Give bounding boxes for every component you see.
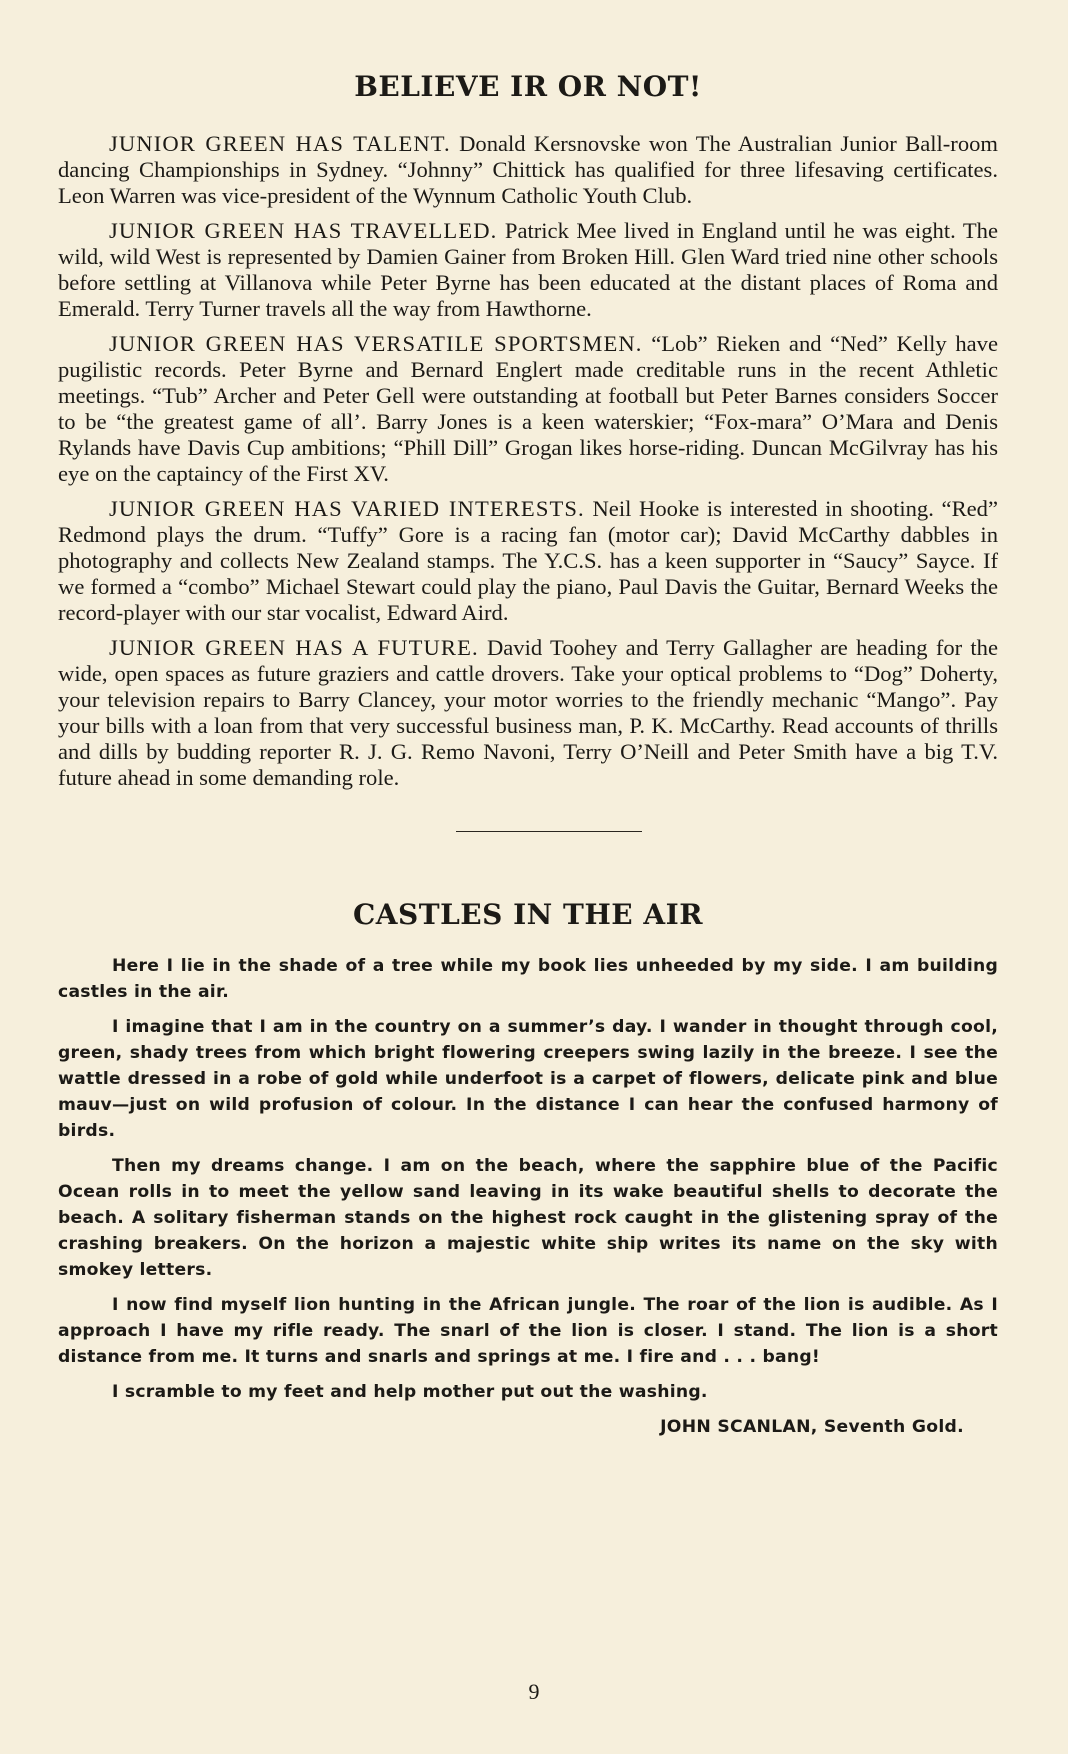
paragraph-castles-3: Then my dreams change. I am on the beach, where the sapphire blue of the Pacific Ocean rolls in to meet the yellow sand leaving in its wake beautiful shells to decorate the beach. A solitary fisherman stands on the highest rock caught in the glistening spray of the crashing breakers. On the horizon a majestic white ship writes its name on the sky with smokey letters. (58, 1156, 998, 1280)
page (58, 70, 998, 1437)
text-travelled: Patrick Mee lived in England until he was eight. The wild, wild West is represented by Damien Gainer from Broken Hill. Glen Ward tried nine other schools before settling at Villanova while Peter Byrne has been educated at the distant places of Roma and Emerald. Terry Turner travels all the way from Hawthorne. (58, 218, 998, 321)
section-divider (456, 831, 642, 832)
article-title-castles: CASTLES IN THE AIR (353, 898, 703, 931)
paragraph-sportsmen (58, 331, 998, 487)
author-byline: JOHN SCANLAN, Seventh Gold. (660, 1417, 964, 1437)
lead-future: JUNIOR GREEN HAS A FUTURE. (109, 635, 479, 660)
text-talent: Donald Kersnovske won The Australian Junior Ball-room dancing Championships in Sydney. “Johnny” Chittick has qualified for three lifesaving certificates. Leon Warren was vice-president of the Wynnum Catholic Youth Club. (58, 131, 998, 208)
lead-interests: JUNIOR GREEN HAS VARIED INTERESTS. (109, 496, 585, 521)
text-sportsmen: “Lob” Rieken and “Ned” Kelly have pugilistic records. Peter Byrne and Bernard Englert made creditable runs in the recent Athletic meetings. “Tub” Archer and Peter Gell were outstanding at football but Peter Barnes considers Soccer to be “the greatest game of all’. Barry Jones is a keen waterskier; “Fox-mara” O’Mara and Denis Rylands have Davis Cup ambitions; “Phill Dill” Grogan likes horse-riding. Duncan McGilvray has his eye on the captaincy of the First XV. (58, 331, 998, 486)
article-title-believe: BELIEVE IR OR NOT! (354, 70, 702, 103)
paragraph-castles-2: I imagine that I am in the country on a summer’s day. I wander in thought through cool, green, shady trees from which bright flowering creepers swing lazily in the breeze. I see the wattle dressed in a robe of gold while underfoot is a carpet of flowers, delicate pink and blue mauv—just on wild profusion of colour. In the distance I can hear the confused harmony of birds. (58, 1017, 998, 1141)
page-number: 9 (528, 1679, 540, 1704)
lead-talent: JUNIOR GREEN HAS TALENT. (109, 131, 451, 156)
paragraph-talent (58, 131, 998, 209)
text-future: David Toohey and Terry Gallagher are heading for the wide, open spaces as future graziers and cattle drovers. Take your optical problems to “Dog” Doherty, your television repairs to Barry Clancey, your motor worries to the friendly mechanic “Mango”. Pay your bills with a loan from that very successful business man, P. K. McCarthy. Read accounts of thrills and dills by budding reporter R. J. G. Remo Navoni, Terry O’Neill and Peter Smith have a big T.V. future ahead in some demanding role. (58, 635, 999, 790)
article-believe-body (58, 131, 998, 791)
paragraph-castles-1: Here I lie in the shade of a tree while my book lies unheeded by my side. I am building castles in the air. (58, 956, 998, 1002)
article-castles-body (58, 953, 998, 1437)
paragraph-castles-5: I scramble to my feet and help mother put out the washing. (112, 1382, 708, 1402)
lead-travelled: JUNIOR GREEN HAS TRAVELLED. (109, 218, 498, 243)
paragraph-castles-4: I now find myself lion hunting in the African jungle. The roar of the lion is audible. As I approach I have my rifle ready. The snarl of the lion is closer. I stand. The lion is a short distance from me. It turns and snarls and springs at me. I fire and . . . bang! (58, 1295, 998, 1367)
paragraph-interests (58, 496, 998, 626)
lead-sportsmen: JUNIOR GREEN HAS VERSATILE SPORTSMEN. (109, 331, 643, 356)
paragraph-travelled (58, 218, 998, 322)
paragraph-future (58, 635, 998, 791)
text-interests: Neil Hooke is interested in shooting. “Red” Redmond plays the drum. “Tuffy” Gore is a racing fan (motor car); David McCarthy dabbles in photography and collects New Zealand stamps. The Y.C.S. has a keen supporter in “Saucy” Sayce. If we formed a “combo” Michael Stewart could play the piano, Paul Davis the Guitar, Bernard Weeks the record-player with our star vocalist, Edward Aird. (58, 496, 998, 625)
